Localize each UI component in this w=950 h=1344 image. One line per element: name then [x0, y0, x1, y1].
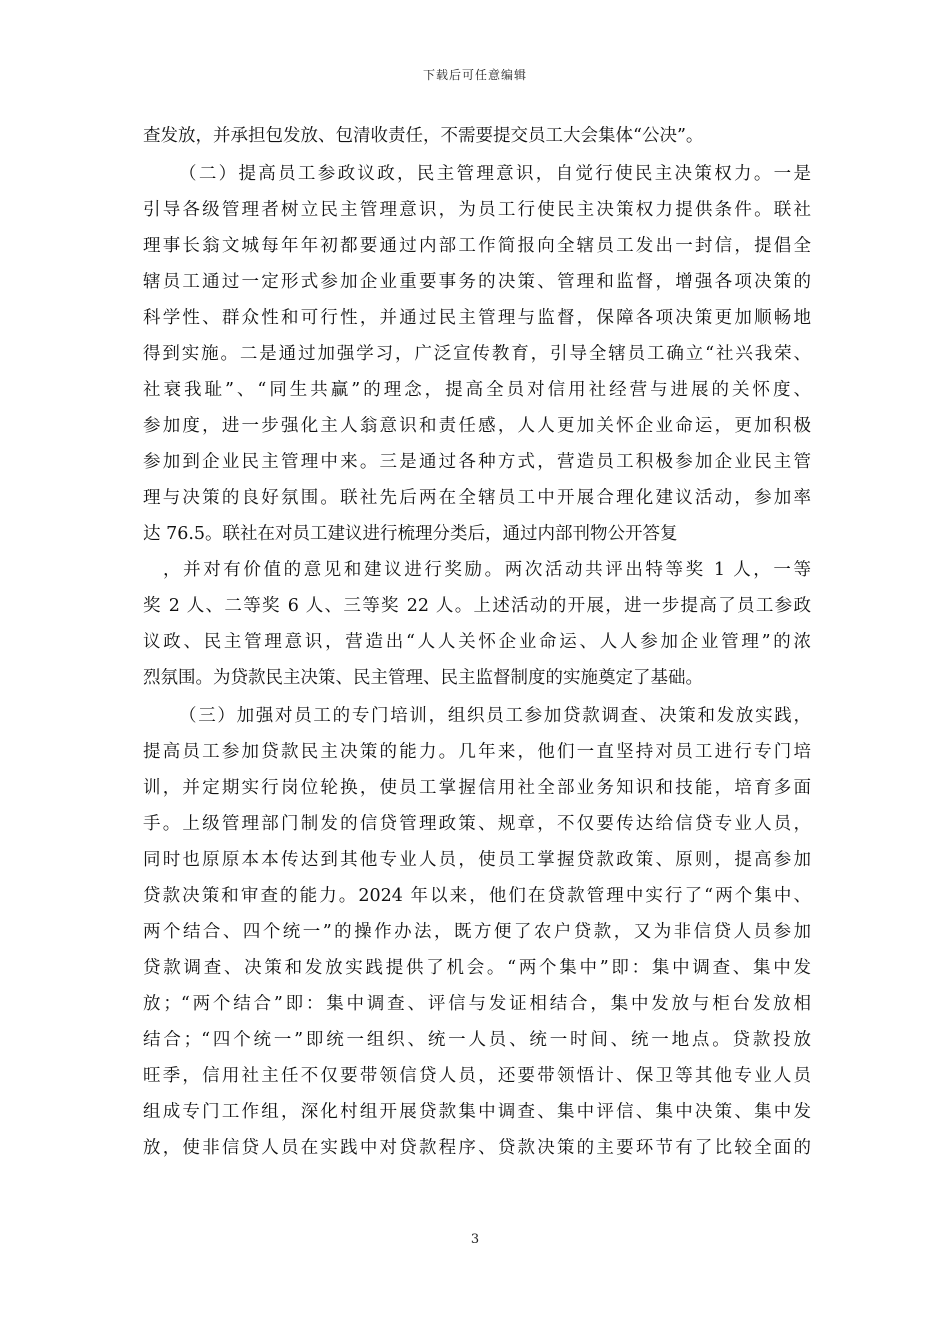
text-line: 议政、民主管理意识，营造出“人人关怀企业命运、人人参加企业管理”的浓: [143, 632, 811, 652]
text-line: 理与决策的良好氛围。联社先后两在全辖员工中开展合理化建议活动，参加率: [143, 488, 811, 508]
text-line: 引导各级管理者树立民主管理意识，为员工行使民主决策权力提供条件。联社: [143, 200, 811, 220]
text-line: 社衰我耻”、“同生共赢”的理念，提高全员对信用社经营与进展的关怀度、: [143, 380, 811, 400]
text-line: 理事长翁文城每年年初都要通过内部工作简报向全辖员工发出一封信，提倡全: [143, 236, 811, 256]
text-line: 奖 2 人、二等奖 6 人、三等奖 22 人。上述活动的开展，进一步提高了员工参政: [143, 596, 811, 616]
text-line: 贷款调查、决策和发放实践提供了机会。“两个集中”即：集中调查、集中发: [143, 958, 811, 978]
text-line: 放；“两个结合”即：集中调查、评信与发证相结合，集中发放与柜台发放相: [143, 994, 811, 1014]
text-line: 两个结合、四个统一”的操作办法，既方便了农户贷款，又为非信贷人员参加: [143, 922, 811, 942]
text-line: 贷款决策和审查的能力。2024 年以来，他们在贷款管理中实行了“两个集中、: [143, 886, 811, 906]
paragraph-first-line: （三）加强对员工的专门培训，组织员工参加贷款调查、决策和发放实践，: [179, 706, 811, 726]
document-body: [143, 118, 811, 1166]
text-line: 烈氛围。为贷款民主决策、民主管理、民主监督制度的实施奠定了基础。: [143, 668, 703, 688]
text-line: 辖员工通过一定形式参加企业重要事务的决策、管理和监督，增强各项决策的: [143, 272, 811, 292]
text-line: 科学性、群众性和可行性，并通过民主管理与监督，保障各项决策更加顺畅地: [143, 308, 811, 328]
paragraph-first-line: （二）提高员工参政议政，民主管理意识，自觉行使民主决策权力。一是: [179, 164, 811, 184]
page-number: 3: [470, 1232, 480, 1247]
text-line: 训，并定期实行岗位轮换，使员工掌握信用社全部业务知识和技能，培育多面: [143, 778, 811, 798]
text-line: 得到实施。二是通过加强学习，广泛宣传教育，引导全辖员工确立“社兴我荣、: [143, 344, 811, 364]
text-line: 参加到企业民主管理中来。三是通过各种方式，营造员工积极参加企业民主管: [143, 452, 811, 472]
text-line: ，并对有价值的意见和建议进行奖励。两次活动共评出特等奖 1 人，一等: [163, 560, 811, 580]
text-line: 结合；“四个统一”即统一组织、统一人员、统一时间、统一地点。贷款投放: [143, 1030, 811, 1050]
page-header: 下载后可任意编辑: [422, 68, 527, 82]
text-line: 放，使非信贷人员在实践中对贷款程序、贷款决策的主要环节有了比较全面的: [143, 1138, 811, 1158]
text-line: 达 76.5。联社在对员工建议进行梳理分类后，通过内部刊物公开答复: [143, 524, 678, 544]
text-line: 提高员工参加贷款民主决策的能力。几年来，他们一直坚持对员工进行专门培: [143, 742, 811, 762]
text-line: 组成专门工作组，深化村组开展贷款集中调查、集中评信、集中决策、集中发: [143, 1102, 811, 1122]
text-line: 手。上级管理部门制发的信贷管理政策、规章，不仅要传达给信贷专业人员，: [143, 814, 811, 834]
text-line: 旺季，信用社主任不仅要带领信贷人员，还要带领悟计、保卫等其他专业人员: [143, 1066, 811, 1086]
text-line: 同时也原原本本传达到其他专业人员，使员工掌握贷款政策、原则，提高参加: [143, 850, 811, 870]
text-line: 查发放，并承担包发放、包清收责任，不需要提交员工大会集体“公决”。: [143, 126, 704, 146]
text-line: 参加度，进一步强化主人翁意识和责任感，人人更加关怀企业命运，更加积极: [143, 416, 811, 436]
